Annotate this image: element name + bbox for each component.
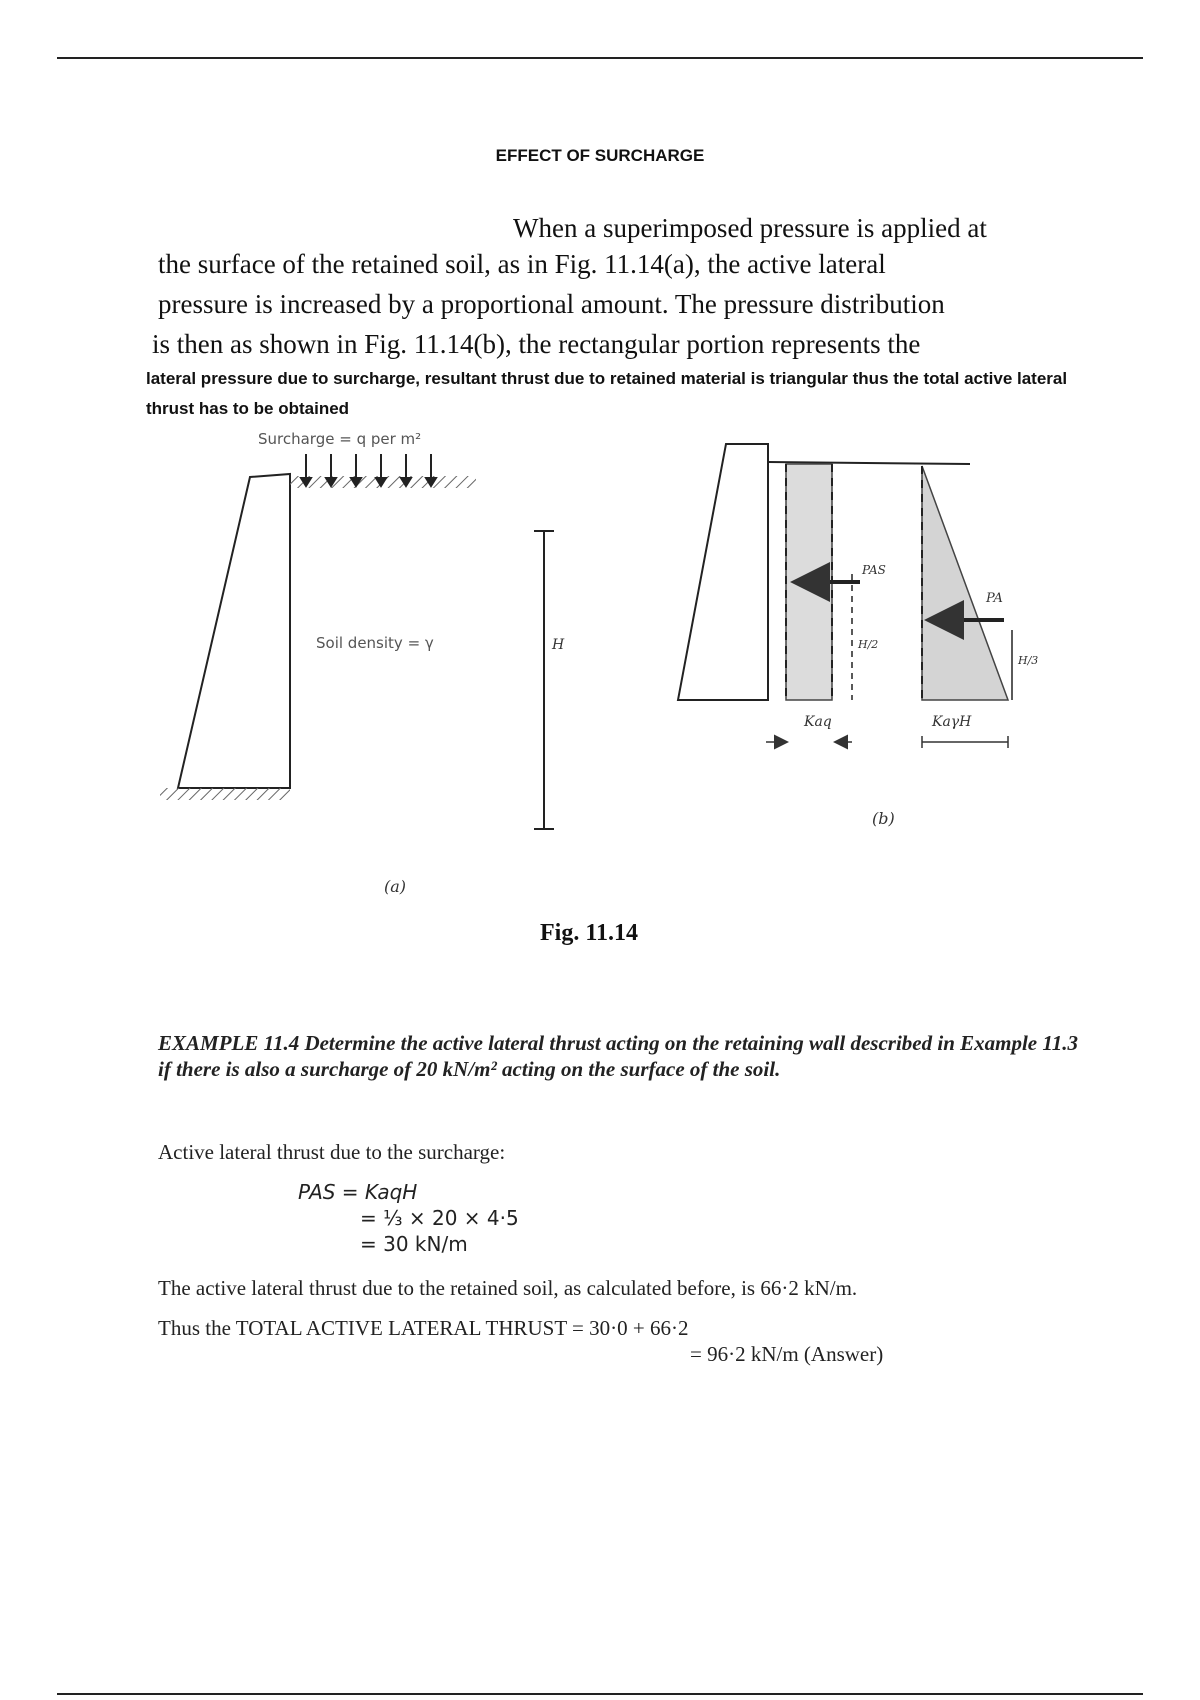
equation-line-3: = 30 kN/m	[360, 1232, 468, 1256]
label-b: (b)	[872, 809, 895, 828]
pas-label: PAS	[862, 563, 886, 577]
page-title: EFFECT OF SURCHARGE	[495, 146, 705, 165]
kagh-label: KaγH	[932, 714, 972, 730]
surcharge-note: lateral pressure due to surcharge, resultant thrust due to retained material is triangular thus the total active lateral thrust has to be obtained	[146, 369, 1068, 418]
label-a: (a)	[384, 877, 407, 896]
height-label: H	[552, 637, 565, 653]
ground-hatch	[160, 788, 290, 800]
h-third-label: H/3	[1018, 654, 1039, 667]
retained-soil-line: The active lateral thrust due to the retained soil, as calculated before, is 66·2 kN/m.	[158, 1276, 858, 1300]
pa-label: PA	[986, 591, 1003, 606]
kaq-label: Kaq	[804, 714, 832, 730]
retaining-wall-b	[678, 444, 768, 700]
paragraph-line-2: the surface of the retained soil, as in Fig. 11.14(a), the active lateral	[158, 249, 886, 279]
retaining-wall-a	[178, 474, 290, 788]
soil-pressure-triangle	[922, 466, 1008, 700]
answer-line: = 96·2 kN/m (Answer)	[690, 1342, 884, 1366]
soil-density-label: Soil density = γ	[316, 634, 434, 652]
figure-caption: Fig. 11.14	[540, 920, 639, 946]
top-rule	[57, 57, 1143, 59]
bottom-rule	[57, 1693, 1143, 1695]
height-dimension	[534, 531, 554, 829]
equation-line-1: PAS = KaqH	[298, 1180, 418, 1204]
surcharge-label: Surcharge = q per m²	[258, 430, 422, 448]
h-half-label: H/2	[858, 638, 879, 651]
paragraph-line-4: is then as shown in Fig. 11.14(b), the rectangular portion represents the	[152, 329, 921, 359]
equation-line-2: = ⅓ × 20 × 4·5	[360, 1206, 519, 1230]
total-thrust-line: Thus the TOTAL ACTIVE LATERAL THRUST = 30·0 + 66·2	[158, 1316, 689, 1340]
paragraph-line-1: When a superimposed pressure is applied at	[513, 213, 987, 243]
example-intro: Active lateral thrust due to the surcharge:	[158, 1140, 506, 1164]
example-statement: EXAMPLE 11.4 Determine the active lateral thrust acting on the retaining wall described in Example 11.3 if there is also a surcharge of 20 kN/m² acting on the surface of the soil.	[158, 1031, 1078, 1081]
figure-11-14	[146, 424, 1096, 896]
paragraph-line-3: pressure is increased by a proportional amount. The pressure distribution	[158, 289, 945, 319]
